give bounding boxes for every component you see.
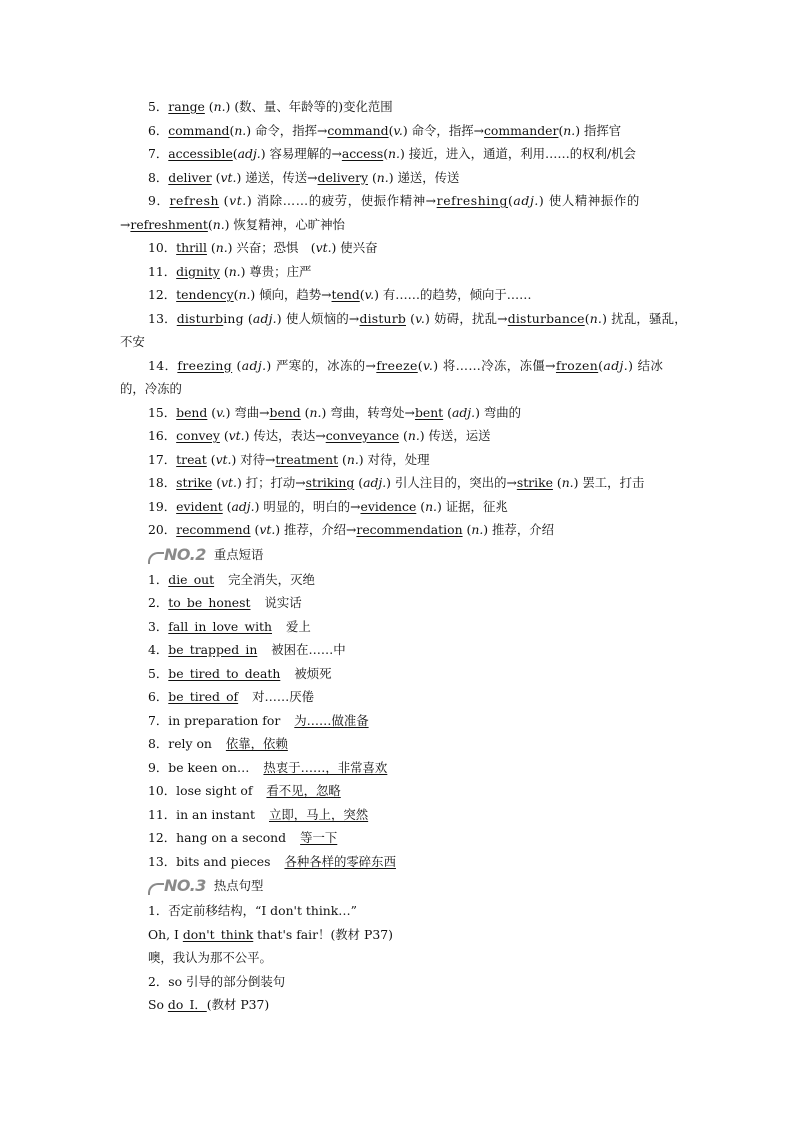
vocab-item <box>120 401 676 425</box>
part-of-speech: vt. <box>221 475 237 490</box>
gloss-text: ) 使人烦恼的→ <box>276 310 360 326</box>
part-of-speech: v. <box>364 287 375 302</box>
vocab-word: freeze <box>376 357 418 373</box>
part-of-speech: n. <box>407 428 420 443</box>
vocab-word: range <box>168 99 205 114</box>
section-header-key-phrases <box>120 542 676 568</box>
gloss-text: ( <box>219 193 230 208</box>
sentence-pattern-1-title: 1．否定前移结构，“I don't think…” <box>148 903 358 918</box>
gloss-text: ) 弯曲→ <box>225 404 270 420</box>
gloss-text: ) 尊贵；庄严 <box>240 263 312 279</box>
gloss-text: ) 传达，表达→ <box>244 428 326 443</box>
vocab-word: strike <box>516 475 553 490</box>
phrase-english: die_out <box>168 571 215 587</box>
gloss-text: ) (数、量、年龄等的)变化范围 <box>225 99 393 114</box>
vocab-word: command <box>168 122 230 138</box>
phrase-chinese: 被烦死 <box>294 665 332 681</box>
phrase-item <box>120 732 676 756</box>
gloss-text: ) 指挥官 <box>575 122 622 138</box>
part-of-speech: n. <box>228 263 241 279</box>
vocab-word: refreshment <box>130 216 208 232</box>
gloss-text: ) 严寒的，冰冻的→ <box>266 357 377 373</box>
vocab-item <box>120 471 676 495</box>
part-of-speech: vt. <box>220 169 237 185</box>
phrase-english: fall_in_love_with <box>168 618 272 634</box>
gloss-text: ) 扰乱，骚乱， <box>602 310 687 326</box>
vocab-word: bend <box>176 404 208 420</box>
vocab-item-9-line-2 <box>120 213 676 237</box>
part-of-speech: n. <box>563 122 576 138</box>
vocabulary-list-2 <box>120 236 676 307</box>
part-of-speech: n. <box>309 404 322 420</box>
gloss-text: ( <box>416 498 426 514</box>
phrase-english: to_be_honest <box>168 595 251 610</box>
gloss-text: ) 接近，进入，通道，利用……的权利/机会 <box>399 146 636 161</box>
vocab-item <box>120 283 676 307</box>
vocab-word: convey <box>176 428 220 443</box>
vocab-word: evidence <box>360 498 417 514</box>
gloss-text: ( <box>206 451 216 467</box>
item-number: 9． <box>148 759 169 775</box>
part-of-speech: n. <box>234 122 247 138</box>
content-body <box>120 95 687 1017</box>
phrase-item <box>120 615 676 639</box>
item-number: 20． <box>148 522 177 537</box>
swoosh-icon <box>148 883 164 895</box>
phrase-english: lose sight of <box>176 783 253 798</box>
vocab-item-13-line-2 <box>120 330 676 354</box>
item-number: 13． <box>148 853 177 869</box>
phrase-item <box>120 779 676 803</box>
part-of-speech: adj. <box>237 146 261 161</box>
sentence-pattern-1-example <box>120 923 676 947</box>
vocab-item <box>120 424 676 448</box>
part-of-speech: vt. <box>229 193 247 208</box>
gloss-text: ) 传送，运送 <box>419 428 491 443</box>
gloss-text: ( <box>222 498 232 514</box>
gloss-text: ) 有……的趋势，倾向于…… <box>374 287 532 302</box>
phrase-english: be_trapped_in <box>168 642 258 657</box>
gloss-text: ( <box>584 310 590 326</box>
vocab-item-9-line-1 <box>120 189 676 213</box>
gloss-text: ( <box>507 193 514 208</box>
part-of-speech: n. <box>561 475 574 490</box>
phrase-english: in preparation for <box>168 712 281 728</box>
vocab-word: recommend <box>176 522 251 537</box>
gloss-text: ing ( <box>223 310 253 326</box>
part-of-speech: n. <box>425 498 437 514</box>
vocab-word: frozen <box>555 357 599 373</box>
part-of-speech: adj. <box>603 357 629 373</box>
phrase-item <box>120 826 676 850</box>
item-number: 14． <box>148 357 178 373</box>
gloss-text: ) 使兴奋 <box>331 240 378 255</box>
gloss-text: ( <box>338 451 347 467</box>
vocab-word: tendency <box>176 287 234 302</box>
gloss-text: 不安 <box>120 334 145 349</box>
example-text: Oh, I <box>148 926 183 942</box>
vocab-item-9 <box>120 189 676 236</box>
gloss-text: ( <box>462 522 472 537</box>
gloss-text: ( <box>212 475 222 490</box>
item-number: 12． <box>148 830 177 845</box>
phrase-english: be_tired_to_death <box>168 665 281 681</box>
phrase-english: bits and pieces <box>176 853 271 869</box>
item-number: 11． <box>148 806 177 822</box>
section-title: 重点短语 <box>213 546 264 562</box>
sentence-pattern-1-translation: 噢，我认为那不公平。 <box>148 950 272 965</box>
gloss-text: ) 明显的，明白的→ <box>254 498 361 514</box>
example-text: (教材 P37) <box>206 997 270 1012</box>
vocab-item <box>120 166 676 190</box>
part-of-speech: v. <box>216 404 226 420</box>
part-of-speech: vt. <box>215 451 232 467</box>
vocab-item <box>120 119 676 143</box>
gloss-text: ( <box>204 99 214 114</box>
gloss-text: ( <box>207 404 217 420</box>
gloss-text: ( <box>219 263 229 279</box>
vocab-word: disturb <box>176 310 224 326</box>
gloss-text: ( <box>219 428 229 443</box>
part-of-speech: n. <box>213 99 226 114</box>
part-of-speech: adj. <box>241 357 267 373</box>
part-of-speech: vt. <box>228 428 245 443</box>
item-number: 17． <box>148 451 177 467</box>
vocab-item-14-line-2 <box>120 377 676 401</box>
phrase-item <box>120 709 676 733</box>
part-of-speech: adj. <box>252 310 277 326</box>
gloss-text: ( <box>388 122 394 138</box>
phrase-english: be_tired_of <box>168 689 239 704</box>
item-number: 8． <box>148 169 169 185</box>
phrase-chinese: 为……做准备 <box>294 712 369 728</box>
gloss-text: ( <box>207 216 213 232</box>
part-of-speech: n. <box>388 146 400 161</box>
gloss-text: ( <box>405 310 416 326</box>
sentence-pattern-2-example <box>120 993 676 1017</box>
part-of-speech: n. <box>376 169 389 185</box>
vocab-word: treatment <box>275 451 339 467</box>
phrase-chinese: 说实话 <box>264 595 302 610</box>
gloss-text: ( <box>558 122 564 138</box>
item-number: 16． <box>148 428 177 443</box>
vocab-word: dignity <box>176 263 220 279</box>
gloss-text: ) 递送，传送→ <box>236 169 318 185</box>
vocab-word: accessible <box>168 146 233 161</box>
item-number: 10． <box>148 240 177 255</box>
vocab-word: treat <box>176 451 207 467</box>
gloss-text: ( <box>368 169 377 185</box>
vocab-word: bend <box>269 404 301 420</box>
gloss-text: ( <box>417 357 423 373</box>
vocab-item-14 <box>120 354 676 401</box>
part-of-speech: vt. <box>315 240 332 255</box>
item-number: 12． <box>148 287 177 302</box>
gloss-text: 的，冷冻的 <box>120 381 182 396</box>
phrase-chinese: 看不见，忽略 <box>266 783 341 798</box>
gloss-text: ( <box>232 357 242 373</box>
phrase-list <box>120 568 676 874</box>
vocab-word: bent <box>414 404 444 420</box>
phrase-chinese: 等一下 <box>300 830 338 845</box>
gloss-text: ) 妨碍，扰乱→ <box>425 310 508 326</box>
phrase-chinese: 被困在……中 <box>271 642 346 657</box>
gloss-text: ) 引人注目的，突出的→ <box>386 475 517 490</box>
gloss-text: ( <box>354 475 364 490</box>
sentence-pattern-2-title: 2．so 引导的部分倒装句 <box>148 973 286 989</box>
vocab-word: commander <box>483 122 559 138</box>
item-number: 5． <box>148 665 169 681</box>
gloss-text: ( <box>443 404 452 420</box>
vocab-word: access <box>341 146 384 161</box>
gloss-text: ) 弯曲，转弯处→ <box>321 404 415 420</box>
item-number: 2． <box>148 595 169 610</box>
gloss-text: ( <box>232 146 238 161</box>
part-of-speech: n. <box>471 522 484 537</box>
phrase-chinese: 依靠，依赖 <box>225 736 288 751</box>
gloss-text: ( <box>211 169 221 185</box>
part-of-speech: adj. <box>231 498 255 514</box>
part-of-speech: n. <box>346 451 359 467</box>
gloss-text: ) 对待，处理 <box>358 451 430 467</box>
vocab-word: strike <box>176 475 213 490</box>
phrase-english: hang on a second <box>176 830 287 845</box>
gloss-text: ) 弯曲的 <box>475 404 522 420</box>
part-of-speech: n. <box>238 287 251 302</box>
part-of-speech: n. <box>212 216 225 232</box>
gloss-text: ) 倾向，趋势→ <box>250 287 332 302</box>
item-number: 7． <box>148 712 169 728</box>
phrase-chinese: 立即，马上，突然 <box>269 806 369 822</box>
item-number: 7． <box>148 146 169 161</box>
vocab-word: striking <box>305 475 355 490</box>
gloss-text: ) 使人精神振作的 <box>538 193 640 208</box>
vocab-item <box>120 236 676 260</box>
phrase-item <box>120 850 676 874</box>
gloss-text: ) 容易理解的→ <box>260 146 342 161</box>
gloss-text: → <box>120 216 131 232</box>
part-of-speech: n. <box>215 240 228 255</box>
vocab-word: freezing <box>177 357 233 373</box>
item-number: 18． <box>148 475 177 490</box>
part-of-speech: v. <box>415 310 426 326</box>
item-number: 3． <box>148 618 169 634</box>
phrase-english: rely on <box>168 736 212 751</box>
item-number: 9． <box>148 193 170 208</box>
gloss-text: ( <box>383 146 389 161</box>
gloss-text: ) 罢工，打击 <box>573 475 645 490</box>
vocab-word: thrill <box>176 240 207 255</box>
phrase-item <box>120 662 676 686</box>
vocab-word: tend <box>331 287 360 302</box>
vocab-word: delivery <box>317 169 368 185</box>
part-of-speech: adj. <box>451 404 476 420</box>
item-number: 6． <box>148 689 169 704</box>
answer-blank: don't_think <box>182 926 254 942</box>
phrase-chinese: 对……厌倦 <box>252 689 315 704</box>
gloss-text: ( <box>233 287 239 302</box>
vocab-item <box>120 518 676 542</box>
vocab-word: refreshing <box>436 193 508 208</box>
section-title: 热点句型 <box>213 878 264 893</box>
vocabulary-list-3 <box>120 401 676 542</box>
item-number: 1． <box>148 571 169 587</box>
vocab-item <box>120 495 676 519</box>
gloss-text: ) 将……冷冻，冻僵→ <box>433 357 556 373</box>
vocab-word: disturb <box>359 310 406 326</box>
gloss-text: ) 证据，征兆 <box>437 498 508 514</box>
vocab-item-14-line-1 <box>120 354 676 378</box>
gloss-text: ( <box>359 287 365 302</box>
gloss-text: ) 命令，指挥→ <box>246 122 328 138</box>
vocab-word: deliver <box>168 169 212 185</box>
item-number: 13． <box>148 310 177 326</box>
vocab-word: disturbance <box>507 310 585 326</box>
item-number: 11． <box>148 263 177 279</box>
part-of-speech: n. <box>589 310 603 326</box>
item-number: 10． <box>148 783 177 798</box>
part-of-speech: v. <box>422 357 434 373</box>
gloss-text: ) 消除……的疲劳，使振作精神→ <box>246 193 437 208</box>
gloss-text: ) 兴奋；恐惧 ( <box>227 240 316 255</box>
vocab-word: evident <box>176 498 223 514</box>
phrase-chinese: 爱上 <box>286 618 311 634</box>
answer-blank: do_I． <box>167 997 207 1012</box>
gloss-text: ) 对待→ <box>231 451 276 467</box>
vocab-word: recommendation <box>356 522 463 537</box>
phrase-chinese: 完全消失，灭绝 <box>228 571 315 587</box>
example-text: that's fair！(教材 P37) <box>253 926 393 942</box>
gloss-text: ( <box>399 428 408 443</box>
gloss-text: ) 推荐，介绍 <box>483 522 554 537</box>
sentence-list <box>120 899 676 1017</box>
gloss-text: ) 推荐，介绍→ <box>275 522 357 537</box>
phrase-chinese: 各种各样的零碎东西 <box>284 853 396 869</box>
example-text: So <box>148 997 168 1012</box>
gloss-text: ( <box>206 240 216 255</box>
gloss-text: ( <box>300 404 310 420</box>
phrase-english: be keen on… <box>168 759 250 775</box>
phrase-item <box>120 756 676 780</box>
phrase-item <box>120 638 676 662</box>
section-badge: NO.3 <box>148 873 206 899</box>
vocab-item-13 <box>120 307 687 354</box>
gloss-text: ( <box>250 522 260 537</box>
gloss-text: ( <box>552 475 562 490</box>
gloss-text: ) 递送，传送 <box>388 169 460 185</box>
item-number: 8． <box>148 736 169 751</box>
part-of-speech: adj. <box>363 475 387 490</box>
gloss-text: ) 恢复精神，心旷神怡 <box>224 216 345 232</box>
vocab-item <box>120 142 676 166</box>
item-number: 15． <box>148 404 177 420</box>
gloss-text: ) 打；打动→ <box>236 475 306 490</box>
phrase-english: in an instant <box>176 806 255 822</box>
phrase-item <box>120 568 676 592</box>
swoosh-icon <box>148 552 164 564</box>
phrase-chinese: 热衷于……，非常喜欢 <box>263 759 388 775</box>
gloss-text: ) 命令，指挥→ <box>402 122 484 138</box>
gloss-text: ) 结冰 <box>628 357 664 373</box>
vocab-item-13-line-1 <box>120 307 687 331</box>
phrase-item <box>120 685 676 709</box>
vocab-item <box>120 260 676 284</box>
part-of-speech: vt. <box>259 522 276 537</box>
item-number: 5． <box>148 99 169 114</box>
vocab-word: refresh <box>169 193 220 208</box>
vocab-word: command <box>327 122 389 138</box>
item-number: 4． <box>148 642 169 657</box>
section-header-key-sentences <box>120 873 676 899</box>
item-number: 19． <box>148 498 177 514</box>
gloss-text: ( <box>229 122 235 138</box>
phrase-item <box>120 803 676 827</box>
vocab-word: conveyance <box>325 428 400 443</box>
section-badge: NO.2 <box>148 542 206 568</box>
item-number: 6． <box>148 122 169 138</box>
vocab-item <box>120 95 676 119</box>
vocabulary-list <box>120 95 676 189</box>
vocab-item <box>120 448 676 472</box>
part-of-speech: adj. <box>513 193 539 208</box>
phrase-item <box>120 591 676 615</box>
part-of-speech: v. <box>393 122 403 138</box>
gloss-text: ( <box>598 357 604 373</box>
